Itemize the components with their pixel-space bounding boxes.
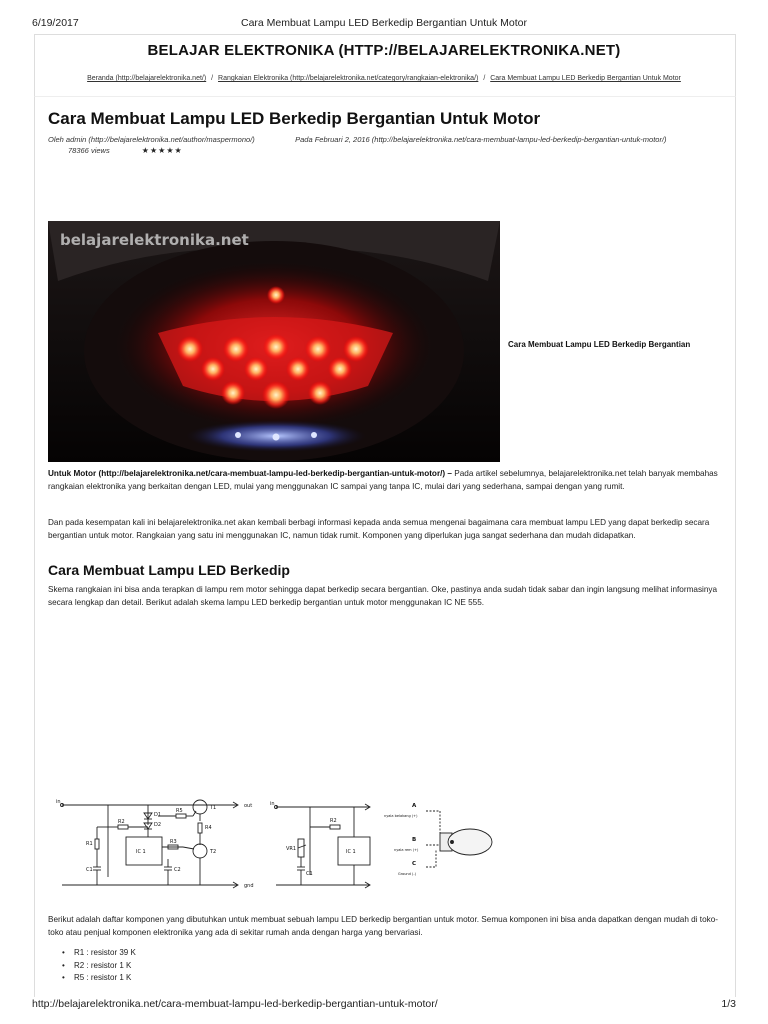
- image-caption: Cara Membuat Lampu LED Berkedip Bergantian: [508, 340, 691, 349]
- schematic-intro-paragraph: Skema rangkaian ini bisa anda terapkan di lampu rem motor sehingga dapat berkedip secara bergantian. Oke, pastinya anda sudah tidak sabar dan ingin langsung melihat informasinya secara lengkap dan detail. Berikut adalah skema lampu LED berkedip bergantian untuk motor menggunakan IC NE 555.: [48, 585, 718, 607]
- article-author[interactable]: Oleh admin (http://belajarelektronika.net/author/maspermono/): [48, 135, 255, 144]
- breadcrumb-separator: /: [483, 75, 486, 82]
- label-wire-a: A: [412, 803, 417, 809]
- label-r2-2: R2: [330, 818, 337, 824]
- label-in-2: in: [270, 801, 275, 807]
- label-c2: C2: [174, 867, 181, 873]
- list-item: • R2 : resistor 1 K: [62, 960, 136, 973]
- bulb-wiring: [426, 811, 492, 867]
- intro-paragraph: [48, 467, 724, 493]
- breadcrumb: [34, 75, 734, 82]
- label-c1: C1: [86, 867, 93, 873]
- label-out: out: [244, 803, 253, 809]
- label-vr: VR1: [286, 846, 297, 852]
- label-c1-2: C1: [306, 871, 313, 877]
- label-r2: R2: [118, 819, 125, 825]
- tail-light-photo: [48, 221, 500, 462]
- intro-text: Pada artikel sebelumnya, belajarelektronika.net telah banyak membahas rangkaian elektronika yang berkaitan dengan LED, mulai yang menggunakan IC sampai yang tanpa IC, mulai dari yang sederhana, sampai dengan yang rumit.: [48, 469, 718, 491]
- article-title: Cara Membuat Lampu LED Berkedip Bergantian Untuk Motor: [48, 109, 541, 128]
- section-heading: Cara Membuat Lampu LED Berkedip: [48, 562, 290, 578]
- label-ic-2: IC 1: [346, 849, 356, 855]
- article-meta: [48, 134, 708, 156]
- label-d1: D1: [154, 812, 162, 818]
- hero-image: [48, 221, 500, 462]
- label-wire-b: B: [412, 837, 417, 843]
- print-footer: [32, 998, 736, 1012]
- intro-link[interactable]: Untuk Motor (http://belajarelektronika.net/cara-membuat-lampu-led-berkedip-bergantian-untuk-motor/) –: [48, 469, 452, 478]
- label-d2: D2: [154, 822, 162, 828]
- article-date[interactable]: Pada Februari 2, 2016 (http://belajarelektronika.net/cara-membuat-lampu-led-berkedip-bergantian-untuk-motor/): [295, 135, 667, 144]
- print-date: 6/19/2017: [32, 17, 79, 29]
- print-header: [32, 17, 736, 31]
- parts-list: [62, 947, 136, 985]
- breadcrumb-category[interactable]: Rangkaian Elektronika (http://belajarelektronika.net/category/rangkaian-elektronika/): [218, 75, 479, 82]
- list-item: • R1 : resistor 39 K: [62, 947, 136, 960]
- label-t1: T1: [210, 805, 217, 811]
- rating-stars[interactable]: ★★★★★: [141, 146, 183, 155]
- print-url: http://belajarelektronika.net/cara-membuat-lampu-led-berkedip-bergantian-untuk-motor/: [32, 998, 438, 1010]
- label-wire-c-desc: Ground (-): [398, 872, 416, 876]
- schematic-diagram: [48, 795, 528, 895]
- label-in: in: [56, 799, 61, 805]
- label-wire-c: C: [412, 861, 417, 867]
- breadcrumb-current[interactable]: Cara Membuat Lampu LED Berkedip Bergantian Untuk Motor: [490, 75, 681, 82]
- label-r4: R4: [205, 825, 212, 831]
- article-views: 78366 views: [68, 146, 110, 155]
- site-title[interactable]: BELAJAR ELEKTRONIKA (HTTP://BELAJARELEKTRONIKA.NET): [147, 42, 621, 59]
- label-ic: IC 1: [136, 849, 146, 855]
- label-wire-a-desc: nyala belakang (+): [384, 814, 418, 818]
- parts-intro-paragraph: Berikut adalah daftar komponen yang dibutuhkan untuk membuat sebuah lampu LED berkedip bergantian untuk motor. Semua komponen ini bisa anda dapatkan dengan mudah di toko-toko atau penjual komponen elektronika yang ada di sekitar rumah anda dengan harga yang bervariasi.: [48, 915, 718, 937]
- print-title: Cara Membuat Lampu LED Berkedip Bergantian Untuk Motor: [241, 17, 527, 29]
- breadcrumb-separator: /: [211, 75, 214, 82]
- label-gnd: gnd: [244, 883, 254, 889]
- label-r1: R1: [86, 841, 93, 847]
- list-item: • R5 : resistor 1 K: [62, 972, 136, 985]
- label-t2: T2: [210, 849, 217, 855]
- label-r5: R5: [176, 808, 183, 814]
- breadcrumb-home[interactable]: Beranda (http://belajarelektronika.net/): [87, 75, 207, 82]
- image-watermark: belajarelektronika.net: [60, 231, 249, 249]
- label-r3: R3: [170, 839, 177, 845]
- label-wire-b-desc: nyala rem (+): [394, 848, 419, 852]
- page-number: 1/3: [721, 998, 736, 1010]
- second-paragraph: Dan pada kesempatan kali ini belajarelektronika.net akan kembali berbagi informasi kepada anda semua mengenai bagaimana cara membuat lampu LED yang dapat berkedip secara bergantian untuk motor. Rangkaian yang satu ini menggunakan IC, namun tidak rumit. Komponen yang diperlukan juga sangat sederhana dan mudah didapatkan.: [48, 518, 710, 540]
